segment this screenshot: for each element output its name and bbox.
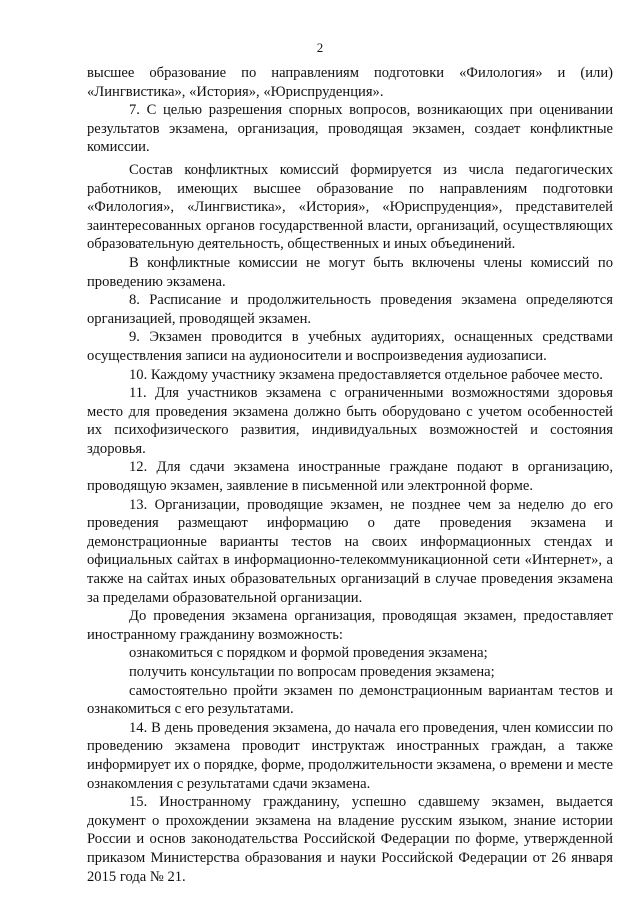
paragraph-item-8: 8. Расписание и продолжительность проведения экзамена определяются организацией, проводящей экзамен. bbox=[87, 292, 613, 327]
page-number: 2 bbox=[316, 40, 324, 55]
paragraph-item-10: 10. Каждому участнику экзамена предоставляется отдельное рабочее место. bbox=[129, 366, 603, 383]
paragraph-item-13-intro: До проведения экзамена организация, проводящая экзамен, предоставляет иностранному гражданину возможность: bbox=[87, 608, 613, 643]
paragraph-item-7: 7. С целью разрешения спорных вопросов, возникающих при оценивании результатов экзамена, организация, проводящая экзамен, создает конфликтные комиссии. bbox=[87, 102, 613, 156]
document-body bbox=[87, 64, 613, 886]
paragraph-conflict-commission-exclusion: В конфликтные комиссии не могут быть включены члены комиссий по проведению экзамена. bbox=[87, 254, 613, 290]
paragraph-continuation: высшее образование по направлениям подготовки «Филология» и (или) «Лингвистика», «История», «Юриспруденция». bbox=[87, 65, 613, 100]
paragraph-item-14: 14. В день проведения экзамена, до начала его проведения, член комиссии по проведению экзамена проводит инструктаж иностранных граждан, а также информирует их о порядке, форме, продолжительности экзамена, о времени и месте ознакомления с результатами сдачи экзамена. bbox=[87, 719, 613, 792]
paragraph-item-13-option-3: самостоятельно пройти экзамен по демонстрационным вариантам тестов и ознакомиться с его результатами. bbox=[87, 682, 613, 718]
paragraph-item-15: 15. Иностранному гражданину, успешно сдавшему экзамен, выдается документ о прохождении экзамена на владение русским языком, знание истории России и основ законодательства Российской Федерации по форме, утвержденной приказом Министерства образования и науки Российской Федерации от 26 января 2015 года № 21. bbox=[87, 794, 613, 885]
paragraph-conflict-commission-composition: Состав конфликтных комиссий формируется из числа педагогических работников, имеющих высшее образование по направлениям подготовки «Филология», «Лингвистика», «История», «Юриспруденция», представителей заинтересованных органов государственной власти, организаций, осуществляющих образовательную деятельность, общественных и иных объединений. bbox=[87, 161, 613, 253]
paragraph-item-12: 12. Для сдачи экзамена иностранные граждане подают в организацию, проводящую экзамен, заявление в письменной или электронной форме. bbox=[87, 459, 613, 495]
paragraph-item-11: 11. Для участников экзамена с ограниченными возможностями здоровья место для проведения экзамена должно быть оборудовано с учетом особенностей их психофизического развития, индивидуальных возможностей и состояния здоровья. bbox=[87, 385, 613, 457]
paragraph-item-13: 13. Организации, проводящие экзамен, не позднее чем за неделю до его проведения размещают информацию о дате проведения экзамена и демонстрационные варианты тестов на своих информационных стендах и официальных сайтах в информационно-телекоммуникационной сети «Интернет», а также на сайтах иных образовательных организаций в случае проведения экзамена за пределами образовательной организации. bbox=[87, 496, 613, 606]
paragraph-item-13-option-1: ознакомиться с порядком и формой проведения экзамена; bbox=[129, 645, 488, 662]
paragraph-item-13-option-2: получить консультации по вопросам проведения экзамена; bbox=[129, 664, 495, 680]
paragraph-item-9: 9. Экзамен проводится в учебных аудиториях, оснащенных средствами осуществления записи на аудионосители и воспроизведения аудиозаписи. bbox=[87, 329, 613, 364]
